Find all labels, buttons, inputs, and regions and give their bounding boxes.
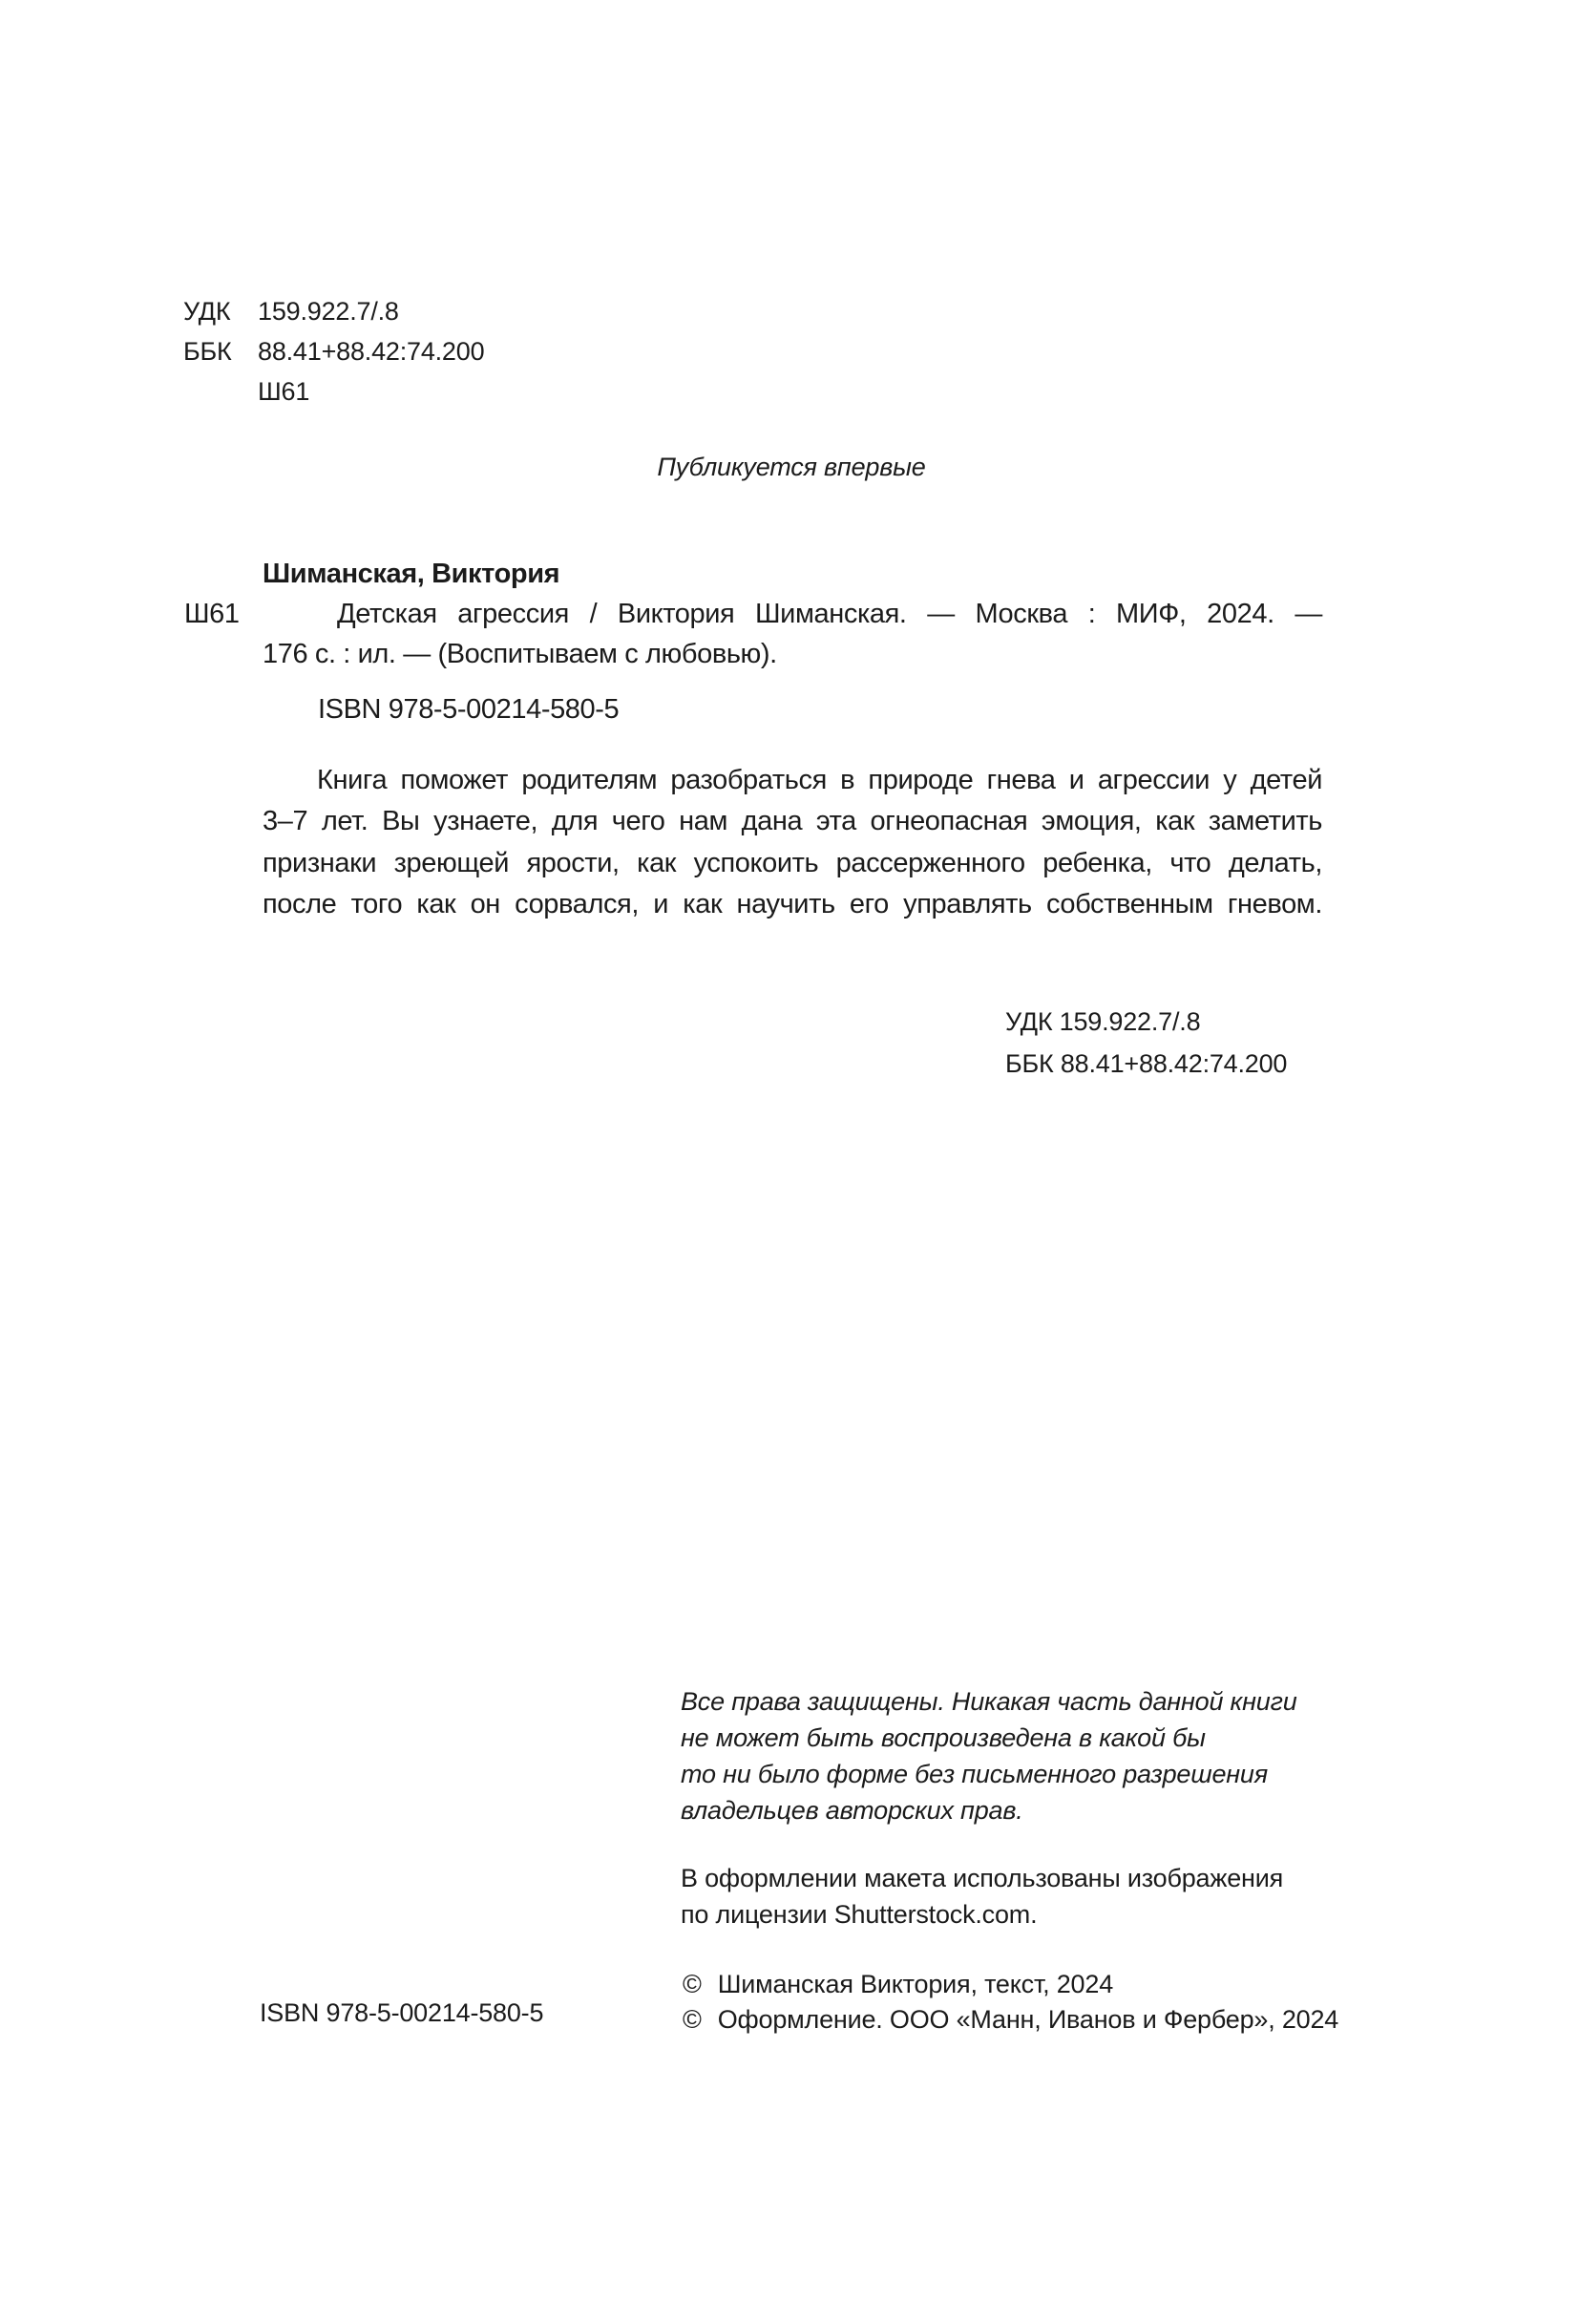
copyright-block: [683, 1967, 1338, 2038]
copyright-row: [683, 1967, 1338, 2002]
bbk-value: 88.41+88.42:74.200: [258, 337, 485, 366]
rights-line: не может быть воспроизведена в какой бы: [681, 1723, 1206, 1752]
copyright-text: Оформление. ООО «Манн, Иванов и Фербер», 2024: [717, 2005, 1339, 2034]
design-credit: [681, 1860, 1283, 1933]
copyright-row: [683, 2002, 1338, 2038]
bbk-row: [183, 331, 484, 371]
author-sign-label: [183, 371, 258, 412]
catalog-index: Ш61: [184, 599, 240, 629]
catalog-entry: [184, 554, 1322, 674]
rights-line: то ни было форме без письменного разрешения: [681, 1760, 1268, 1788]
catalog-title-line1: Детская агрессия / Виктория Шиманская. — Москва : МИФ, 2024. —: [337, 599, 1322, 629]
rights-line: Все права защищены. Никакая часть данной книги: [681, 1687, 1297, 1716]
classification-block-right: [1005, 1001, 1287, 1085]
author-sign-row: [183, 371, 484, 412]
rights-line: владельцев авторских прав.: [681, 1796, 1023, 1825]
classification-block-top: [183, 291, 484, 412]
catalog-title-line2: 176 с. : ил. — (Воспитываем с любовью).: [263, 639, 777, 669]
annotation-line: после того как он сорвался, и как научить его управлять собственным гневом.: [263, 888, 1322, 919]
isbn-top: ISBN 978-5-00214-580-5: [318, 694, 620, 725]
udk-row: [183, 291, 484, 331]
annotation-line: Книга поможет родителям разобраться в природе гнева и агрессии у детей: [317, 765, 1322, 795]
bbk-right-line: ББК 88.41+88.42:74.200: [1005, 1049, 1288, 1078]
annotation-line: признаки зреющей ярости, как успокоить рассерженного ребенка, что делать,: [263, 847, 1322, 878]
udk-value: 159.922.7/.8: [258, 297, 399, 326]
isbn-bottom: ISBN 978-5-00214-580-5: [260, 1998, 544, 2027]
annotation-line: 3–7 лет. Вы узнаете, для чего нам дана эта огнеопасная эмоция, как заметить: [263, 806, 1322, 837]
annotation-paragraph: [263, 760, 1322, 925]
credit-line: по лицензии Shutterstock.com.: [681, 1900, 1038, 1929]
copyright-icon: ©: [683, 2005, 702, 2034]
copyright-icon: ©: [683, 1970, 702, 1998]
catalog-title-row: [184, 594, 1322, 634]
udk-right-line: УДК 159.922.7/.8: [1005, 1007, 1201, 1036]
bbk-label: ББК: [183, 337, 232, 366]
udk-label: УДК: [183, 297, 231, 326]
author-sign-value: Ш61: [258, 377, 310, 406]
credit-line: В оформлении макета использованы изображения: [681, 1864, 1284, 1892]
copyright-text: Шиманская Виктория, текст, 2024: [717, 1970, 1114, 1998]
rights-notice: [681, 1683, 1297, 1828]
catalog-author: Шиманская, Виктория: [263, 559, 560, 589]
published-note: Публикуется впервые: [657, 453, 926, 481]
